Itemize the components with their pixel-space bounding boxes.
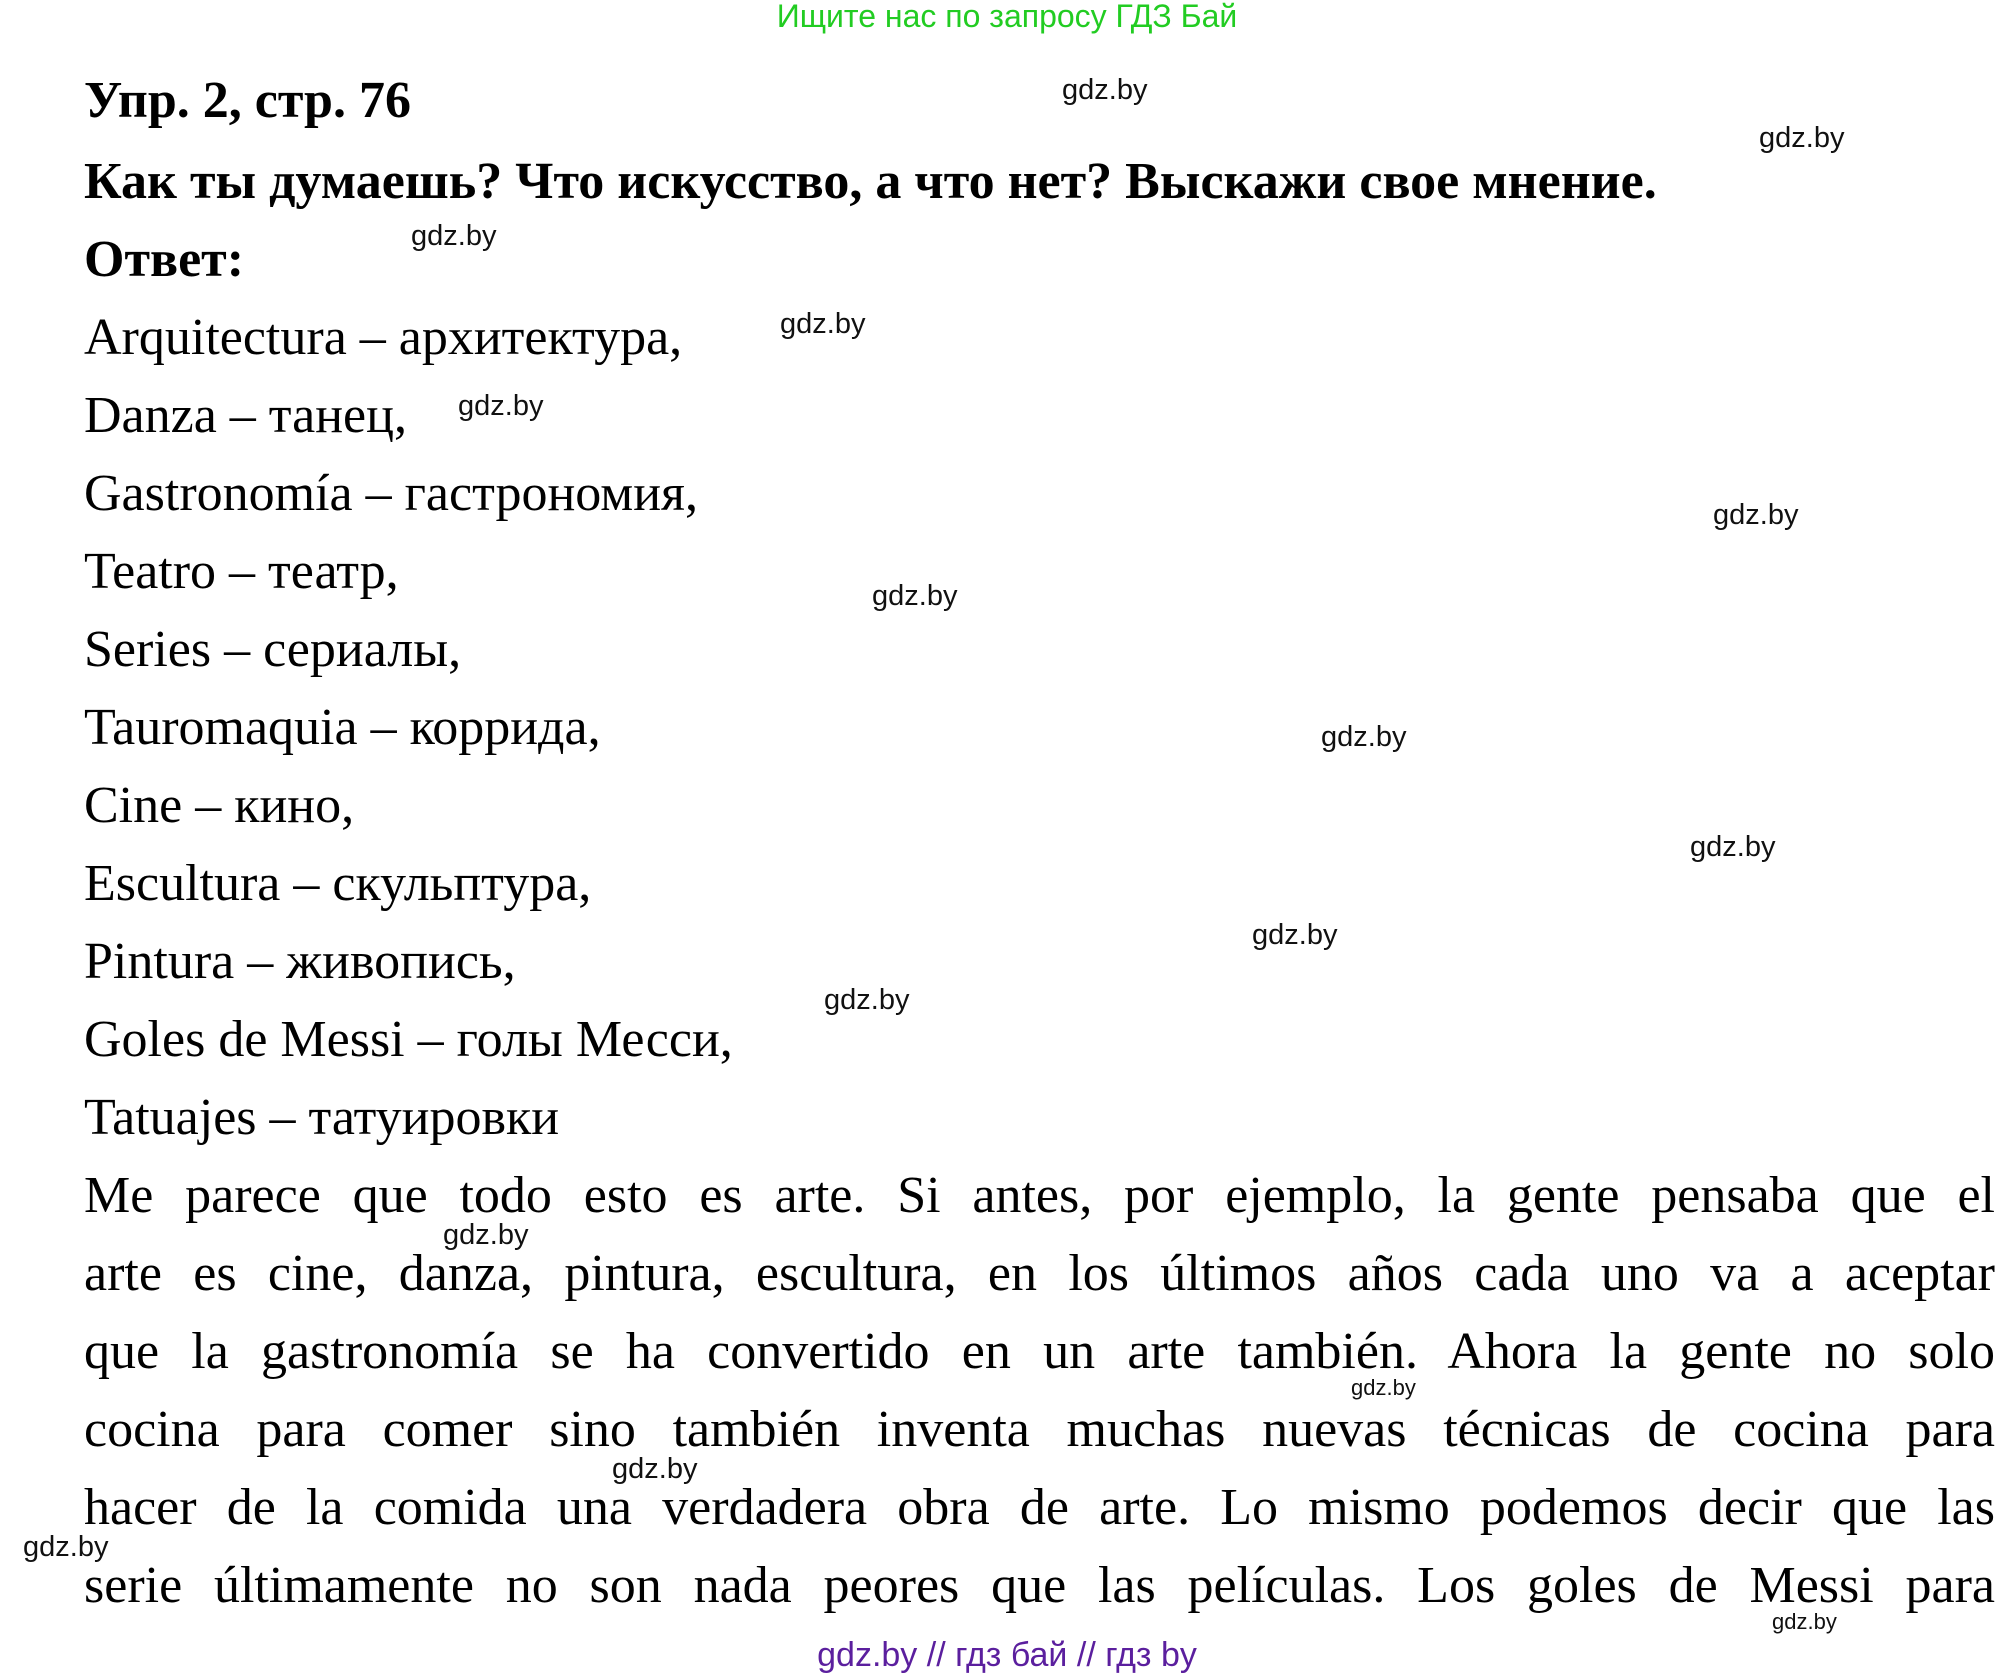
watermark: gdz.by: [1351, 1375, 1416, 1400]
exercise-title: Упр. 2, стр. 76: [84, 72, 411, 129]
watermark: gdz.by: [780, 308, 866, 340]
watermark: gdz.by: [1713, 499, 1799, 531]
watermark: gdz.by: [443, 1219, 529, 1251]
watermark: gdz.by: [1252, 919, 1338, 951]
watermark: gdz.by: [612, 1453, 698, 1485]
watermark: gdz.by: [1062, 74, 1148, 106]
paragraph-line: que la gastronomía se ha convertido en un arte también. Ahora la gente no solo: [84, 1323, 1995, 1380]
question: Как ты думаешь? Что искусство, а что нет? Выскажи свое мнение.: [84, 153, 1657, 210]
list-item: Tatuajes – татуировки: [84, 1089, 560, 1146]
paragraph-line: Me parece que todo esto es arte. Si antes, por ejemplo, la gente pensaba que el: [84, 1167, 1995, 1224]
watermark: gdz.by: [872, 580, 958, 612]
list-item: Escultura – скульптура,: [84, 855, 592, 912]
watermark: gdz.by: [1321, 721, 1407, 753]
list-item: Series – сериалы,: [84, 621, 462, 678]
watermark: gdz.by: [23, 1531, 109, 1563]
search-banner: Ищите нас по запросу ГДЗ Бай: [776, 0, 1238, 34]
list-item: Pintura – живопись,: [84, 933, 516, 990]
paragraph-line: cocina para comer sino también inventa muchas nuevas técnicas de cocina para: [84, 1401, 1995, 1458]
watermark: gdz.by: [1690, 831, 1776, 863]
answer-label: Ответ:: [84, 231, 245, 288]
list-item: Goles de Messi – голы Месси,: [84, 1011, 733, 1068]
watermark: gdz.by: [824, 984, 910, 1016]
paragraph-line: hacer de la comida una verdadera obra de arte. Lo mismo podemos decir que las: [84, 1479, 1995, 1536]
list-item: Arquitectura – архитектура,: [84, 309, 683, 366]
footer-links: gdz.by // гдз бай // гдз by: [817, 1636, 1197, 1674]
watermark: gdz.by: [1772, 1609, 1837, 1634]
watermark: gdz.by: [458, 390, 544, 422]
paragraph-line: serie últimamente no son nada peores que las películas. Los goles de Messi para: [84, 1557, 1995, 1614]
list-item: Danza – танец,: [84, 387, 407, 444]
watermark: gdz.by: [411, 220, 497, 252]
list-item: Teatro – театр,: [84, 543, 399, 600]
watermark: gdz.by: [1759, 122, 1845, 154]
list-item: Tauromaquia – коррида,: [84, 699, 601, 756]
list-item: Cine – кино,: [84, 777, 355, 834]
paragraph-line: arte es cine, danza, pintura, escultura, en los últimos años cada uno va a aceptar: [84, 1245, 1995, 1302]
answer-paragraph: [84, 1157, 1995, 1625]
list-item: Gastronomía – гастрономия,: [84, 465, 698, 522]
